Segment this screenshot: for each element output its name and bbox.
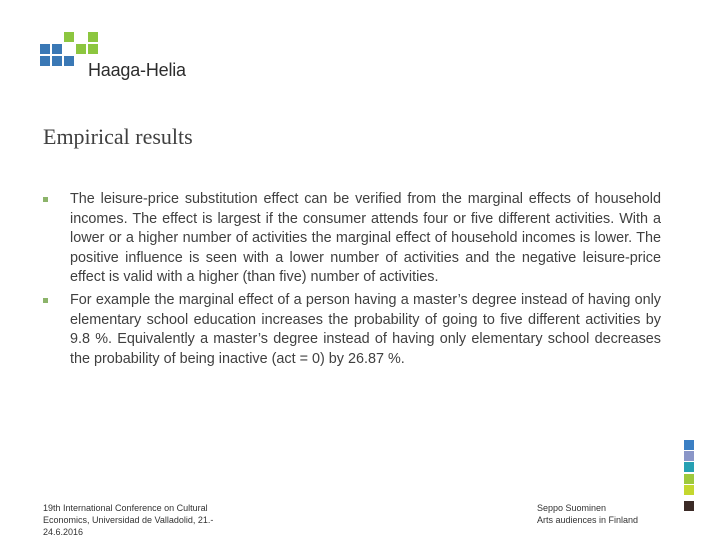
- color-bar-segment: [684, 451, 694, 461]
- logo-square: [40, 56, 50, 66]
- logo-square: [76, 44, 86, 54]
- color-bar-segment: [684, 440, 694, 450]
- bullet-square-icon: [43, 197, 48, 202]
- footer-conference-line: 19th International Conference on Cultural: [43, 503, 208, 513]
- logo-square: [88, 44, 98, 54]
- color-bar-segment: [684, 462, 694, 472]
- footer-conference: [43, 502, 243, 538]
- logo-square: [52, 44, 62, 54]
- footer-presentation-title: Arts audiences in Finland: [537, 515, 639, 525]
- bullet-square-icon: [43, 298, 48, 303]
- color-bar-segment: [684, 474, 694, 484]
- footer-conference-line: Economics, Universidad de Valladolid, 21.-: [43, 515, 214, 525]
- logo-square: [64, 56, 74, 66]
- footer-conference-line: 24.6.2016: [43, 527, 84, 537]
- bullet-item: [43, 291, 661, 369]
- bullet-item: [43, 190, 661, 288]
- color-bar-segment: [684, 485, 694, 495]
- bullet-text: For example the marginal effect of a person having a master’s degree instead of having only elementary school education increases the probability of going to five different activities by 9.8 %. Equivalently a master’s degree instead of having only elementary school decreases the probability of being inactive (act = 0) by 26.87 %.: [70, 291, 661, 367]
- logo-square: [64, 32, 74, 42]
- footer-author: [537, 502, 667, 526]
- bullet-list: [43, 190, 661, 369]
- logo-wordmark: Haaga-Helia: [88, 60, 186, 80]
- color-bar-segment: [684, 501, 694, 511]
- haaga-helia-logo: [40, 32, 200, 82]
- bullet-text: The leisure-price substitution effect can be verified from the marginal effects of household incomes. The effect is largest if the consumer attends four or five different activities. With a lower or a higher number of activities the marginal effect of household incomes is lower. The positive influence is seen with a lower number of activities and the negative leisure-price effect is valid with a higher (than five) number of activities.: [70, 191, 661, 286]
- slide-title: Empirical results: [43, 124, 193, 149]
- footer-author-name: Seppo Suominen: [537, 503, 607, 513]
- logo-square: [52, 56, 62, 66]
- logo-square: [88, 32, 98, 42]
- logo-square: [40, 44, 50, 54]
